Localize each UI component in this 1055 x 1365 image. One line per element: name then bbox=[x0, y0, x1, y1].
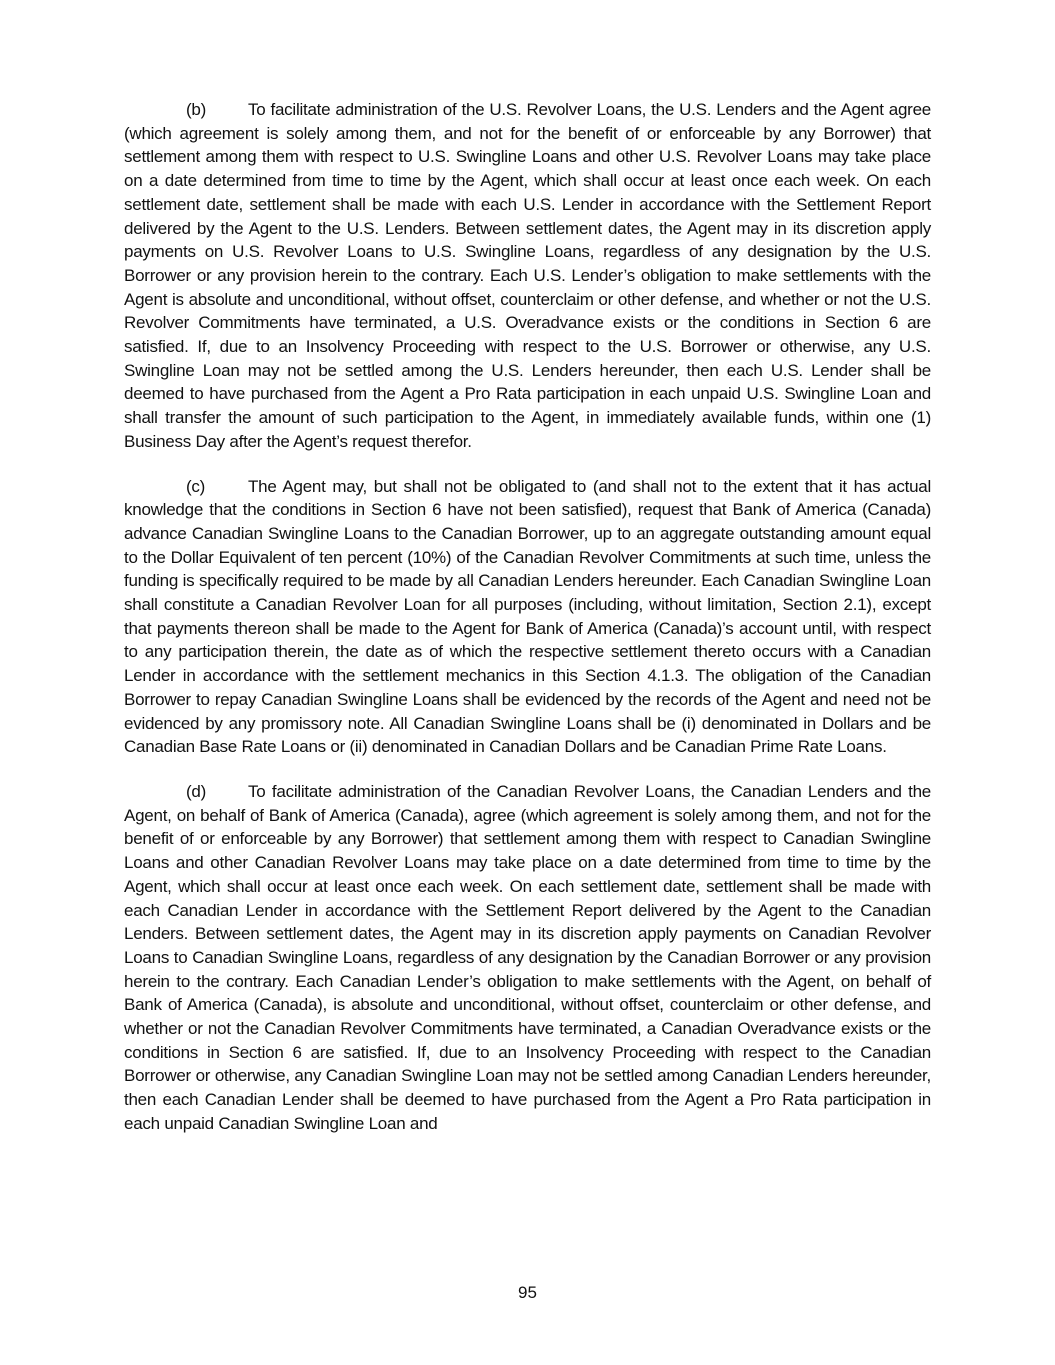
paragraph-label: (b) bbox=[186, 100, 207, 119]
paragraph-label: (d) bbox=[186, 781, 207, 801]
paragraph-d bbox=[124, 780, 931, 1136]
paragraph-text: The Agent may, but shall not be obligated to (and shall not to the extent that it has actual knowledge that the conditions in Section 6 have not been satisfied), request that Bank of America (Canada) advance Canadian Swingline Loans to the Canadian Borrower, up to an aggregate outstanding amount equal to the Dollar Equivalent of ten percent (10%) of the Canadian Revolver Commitments at such time, unless the funding is specifically required to be made by all Canadian Lenders hereunder. Each Canadian Swingline Loan shall constitute a Canadian Revolver Loan for all purposes (including, without limitation, Section 2.1), except that payments thereon shall be made to the Agent for Bank of America (Canada)’s account until, with respect to any participation therein, the date as of which the respective settlement thereto occurs with a Canadian Lender in accordance with the settlement mechanics in this Section 4.1.3. The obligation of the Canadian Borrower to repay Canadian Swingline Loans shall be evidenced by the records of the Agent and need not be evidenced by any promissory note. All Canadian Swingline Loans shall be (i) denominated in Dollars and be Canadian Base Rate Loans or (ii) denominated in Canadian Dollars and be Canadian Prime Rate Loans. bbox=[124, 476, 931, 757]
document-page bbox=[124, 98, 931, 1157]
paragraph-c bbox=[124, 475, 931, 759]
paragraph-text: To facilitate administration of the Canadian Revolver Loans, the Canadian Lenders and the Agent, on behalf of Bank of America (Canada), agree (which agreement is solely among them, and not for the benefit of or enforceable by any Borrower) that settlement among them with respect to Canadian Swingline Loans and other Canadian Revolver Loans may take place on a date determined from time to time by the Agent, which shall occur at least once each week. On each settlement date, settlement shall be made with each Canadian Lender in accordance with the Settlement Report delivered by the Agent to the Canadian Lenders. Between settlement dates, the Agent may in its discretion apply payments on Canadian Revolver Loans to Canadian Swingline Loans, regardless of any designation by the Canadian Borrower or any provision herein to the contrary. Each Canadian Lender’s obligation to make settlements with the Agent, on behalf of Bank of America (Canada), is absolute and unconditional, without offset, counterclaim or other defense, and whether or not the Canadian Revolver Commitments have terminated, a Canadian Overadvance exists or the conditions in Section 6 are satisfied. If, due to an Insolvency Proceeding with respect to the Canadian Borrower or otherwise, any Canadian Swingline Loan may not be settled among Canadian Lenders hereunder, then each Canadian Lender shall be deemed to have purchased from the Agent a Pro Rata participation in each unpaid Canadian Swingline Loan and bbox=[124, 781, 931, 1133]
paragraph-b bbox=[124, 98, 931, 454]
page-number: 95 bbox=[518, 1283, 537, 1302]
paragraph-text: To facilitate administration of the U.S. Revolver Loans, the U.S. Lenders and the Agent agree (which agreement is solely among them, and not for the benefit of or enforceable by any Borrower) that settlement among them with respect to U.S. Swingline Loans and other U.S. Revolver Loans may take place on a date determined from time to time by the Agent, which shall occur at least once each week. On each settlement date, settlement shall be made with each U.S. Lender in accordance with the Settlement Report delivered by the Agent to the U.S. Lenders. Between settlement dates, the Agent may in its discretion apply payments on U.S. Revolver Loans to U.S. Swingline Loans, regardless of any designation by the U.S. Borrower or any provision herein to the contrary. Each U.S. Lender’s obligation to make settlements with the Agent is absolute and unconditional, without offset, counterclaim or other defense, and whether or not the U.S. Revolver Commitments have terminated, a U.S. Overadvance exists or the conditions in Section 6 are satisfied. If, due to an Insolvency Proceeding with respect to the U.S. Borrower or otherwise, any U.S. Swingline Loan may not be settled among the U.S. Lenders hereunder, then each U.S. Lender shall be deemed to have purchased from the Agent a Pro Rata participation in each unpaid U.S. Swingline Loan and shall transfer the amount of such participation to the Agent, in immediately available funds, within one (1) Business Day after the Agent’s request therefor. bbox=[124, 100, 931, 451]
paragraph-label: (c) bbox=[186, 476, 206, 496]
